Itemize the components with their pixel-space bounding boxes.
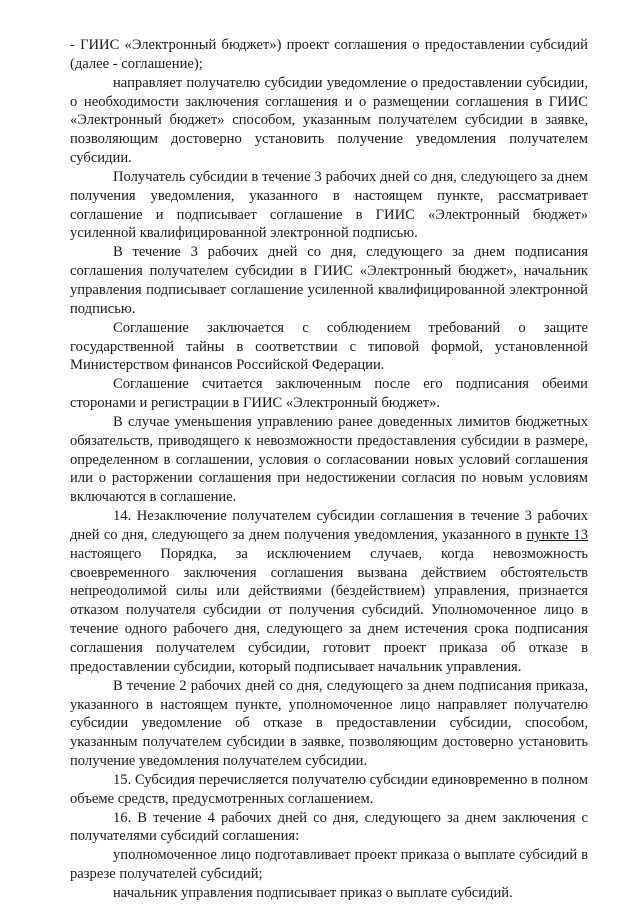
link-punkt-13[interactable]: пункте 13 — [526, 526, 588, 543]
paragraph-16: 16. В течение 4 рабочих дней со дня, следующего за днем заключения с получателями субсидий соглашения: — [70, 809, 588, 845]
paragraph-notification: направляет получателю субсидии уведомление о предоставлении субсидии, о необходимости заключения соглашения и о размещении соглашения в ГИИС «Электронный бюджет» способом, указанным получателем субсидии в заявке, позволяющим достоверно установить получение уведомления получателем субсидии. — [70, 74, 588, 167]
paragraph-14-text-end: настоящего Порядка, за исключением случаев, когда невозможность своевременного заключения соглашения вызвана действием обстоятельств непреодолимой силы или действиями (бездействием) управления, признается отказом получателя субсидии от получения субсидий. Уполномоченное лицо в течение одного рабочего дня, следующего за днем истечения срока подписания соглашения получателем субсидии, готовит проект приказа об отказе в предоставлении субсидии, который подписывает начальник управления. — [70, 545, 588, 675]
paragraph-head-signs: В течение 3 рабочих дней со дня, следующего за днем подписания соглашения получателем субсидии в ГИИС «Электронный бюджет», начальник управления подписывает соглашение усиленной квалифицированной электронной подписью. — [70, 244, 588, 317]
paragraph-limits-reduction: В случае уменьшения управлению ранее доведенных лимитов бюджетных обязательств, приводящего к невозможности предоставления субсидии в размере, определенном в соглашении, условия о согласовании новых условий соглашения или о расторжении соглашения при недостижении согласия по новым условиям включаются в соглашение. — [70, 413, 588, 506]
paragraph-state-secret: Соглашение заключается с соблюдением требований о защите государственной тайны в соответствии с типовой формой, установленной Министерством финансов Российской Федерации. — [70, 319, 588, 374]
paragraph-14 — [70, 507, 588, 677]
paragraph-14-text-start: 14. Незаключение получателем субсидии соглашения в течение 3 рабочих дней со дня, следующего за днем получения уведомления, указанного в — [70, 508, 588, 543]
paragraph-order-signed: начальник управления подписывает приказ о выплате субсидий. — [113, 884, 513, 901]
paragraph-15: 15. Субсидия перечисляется получателю субсидии единовременно в полном объеме средств, предусмотренных соглашением. — [70, 771, 588, 807]
paragraph-agreement-concluded: Соглашение считается заключенным после его подписания обеими сторонами и регистрации в ГИИС «Электронный бюджет». — [70, 376, 588, 412]
paragraph-recipient-signs: Получатель субсидии в течение 3 рабочих дней со дня, следующего за днем получения уведомления, указанного в настоящем пункте, рассматривает соглашение и подписывает соглашение в ГИИС «Электронный бюджет» усиленной квалифицированной электронной подписью. — [70, 168, 588, 242]
document-page — [70, 36, 588, 903]
paragraph-refusal-notice: В течение 2 рабочих дней со дня, следующего за днем подписания приказа, указанного в настоящем пункте, уполномоченное лицо направляет получателю субсидии уведомление об отказе в предоставлении субсидии, способом, указанным получателем субсидии в заявке, позволяющим достоверно установить получение уведомления получателем субсидии. — [70, 677, 588, 770]
paragraph-order-draft: уполномоченное лицо подготавливает проект приказа о выплате субсидий в разрезе получателей субсидий; — [70, 847, 588, 883]
paragraph-giis-project: - ГИИС «Электронный бюджет») проект соглашения о предоставлении субсидий (далее - соглашение); — [70, 37, 588, 72]
